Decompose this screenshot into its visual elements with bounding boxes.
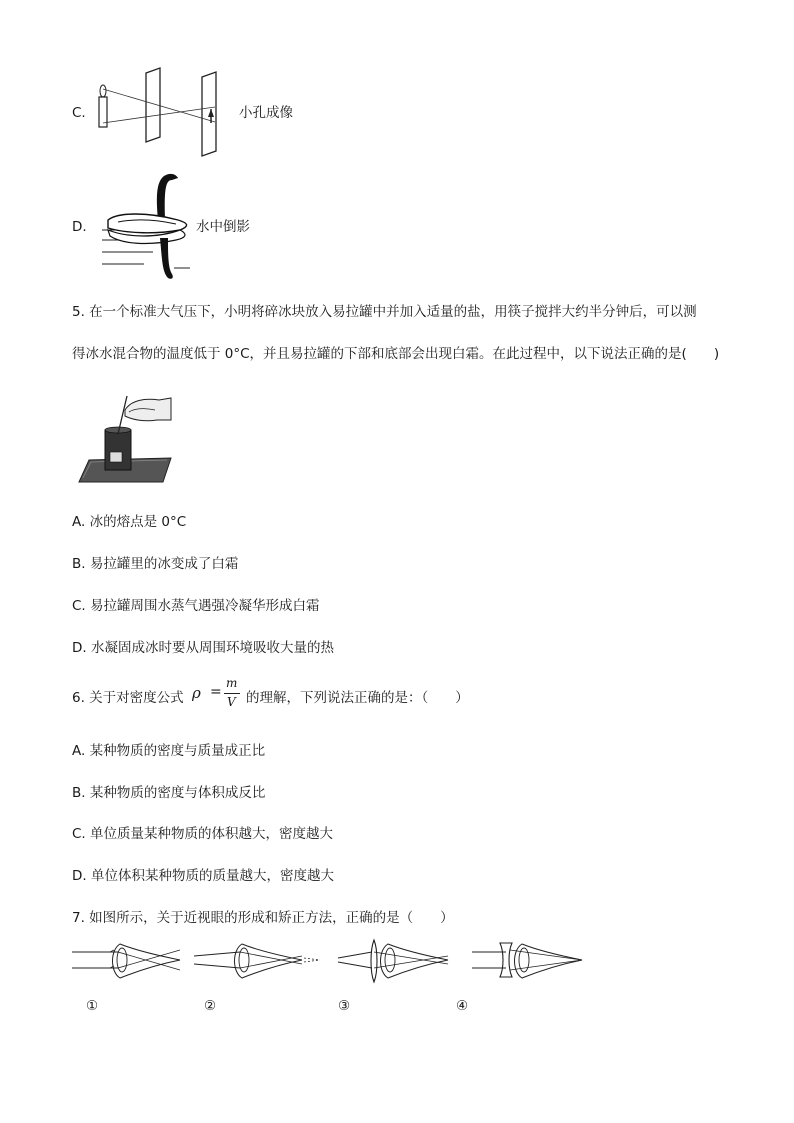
eye-diagram-3 (336, 936, 456, 986)
q5-option-b: B. 易拉罐里的冰变成了白霜 (72, 556, 239, 572)
eye-diagram-4 (470, 938, 590, 984)
eye-diagram-1 (70, 938, 190, 984)
q6-equals: = (210, 684, 222, 700)
eye-label-3: ③ (338, 998, 351, 1014)
q5-option-c: C. 易拉罐周围水蒸气遇强冷凝华形成白霜 (72, 598, 320, 614)
q6-option-c: C. 单位质量某种物质的体积越大，密度越大 (72, 826, 334, 842)
q6-stem-prefix: 6. 关于对密度公式 (72, 690, 184, 706)
pinhole-caption: 小孔成像 (239, 105, 293, 121)
option-c-letter: C. (72, 105, 86, 121)
eye-label-2: ② (204, 998, 217, 1014)
can-stirring-figure (75, 390, 175, 490)
pinhole-figure (90, 65, 240, 160)
q6-numerator: m (226, 676, 238, 690)
q5-stem-line2: 得冰水混合物的温度低于 0°C，并且易拉罐的下部和底部会出现白霜。在此过程中，以下说法正确的是( ) (72, 346, 720, 362)
q6-option-d: D. 单位体积某种物质的质量越大，密度越大 (72, 868, 334, 884)
eye-label-4: ④ (456, 998, 469, 1014)
q6-fraction-bar (224, 693, 240, 694)
q6-stem-suffix: 的理解，下列说法正确的是：（ ） (246, 690, 469, 706)
q6-option-b: B. 某种物质的密度与体积成反比 (72, 785, 266, 801)
q6-option-a: A. 某种物质的密度与质量成正比 (72, 743, 266, 759)
eye-label-1: ① (86, 998, 99, 1014)
q6-denominator: V (227, 695, 236, 709)
q5-option-d: D. 水凝固成冰时要从周围环境吸收大量的热 (72, 640, 334, 656)
q5-stem-line1: 5. 在一个标准大气压下，小明将碎冰块放入易拉罐中并加入适量的盐，用筷子搅拌大约半分钟后，可以测 (72, 304, 697, 320)
q5-option-a: A. 冰的熔点是 0°C (72, 514, 187, 530)
reflection-caption: 水中倒影 (196, 219, 250, 235)
swan-reflection-figure (98, 168, 208, 283)
q7-stem: 7. 如图所示，关于近视眼的形成和矫正方法，正确的是（ ） (72, 910, 454, 926)
eye-diagram-2 (192, 938, 332, 984)
option-d-letter: D. (72, 219, 87, 235)
q6-rho-symbol: ρ (192, 684, 201, 702)
